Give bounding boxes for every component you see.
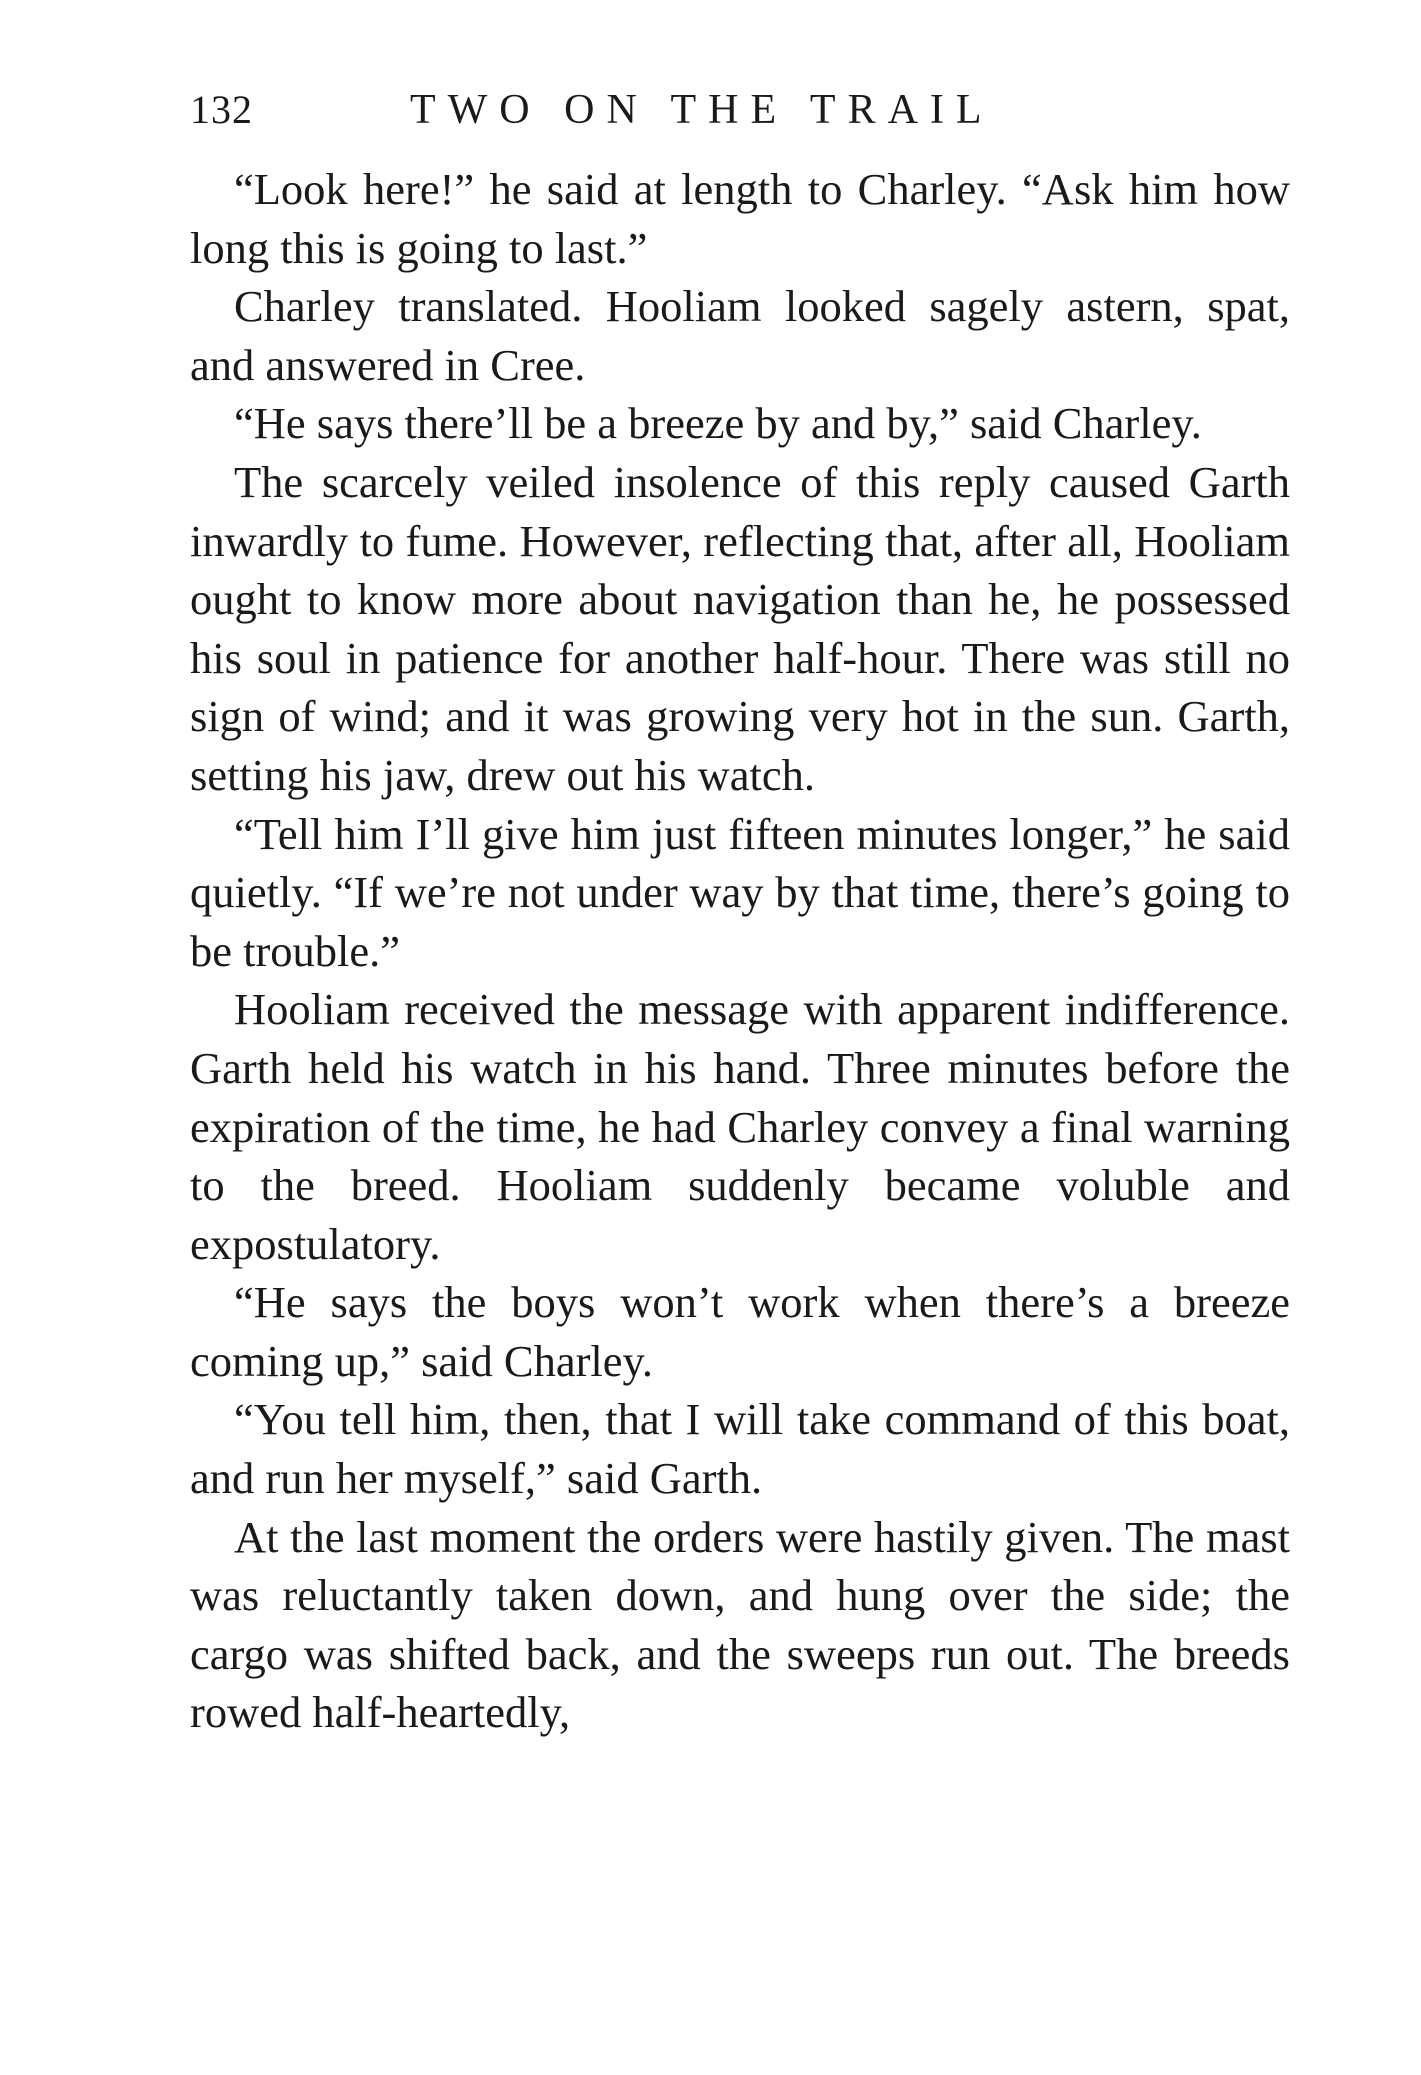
paragraph: “He says the boys won’t work when there’s a breeze coming up,” said Charley. <box>190 1277 1290 1386</box>
paragraph: Charley translated. Hooliam looked sagely astern, spat, and answered in Cree. <box>190 281 1290 390</box>
running-title: TWO ON THE TRAIL <box>410 87 994 133</box>
paragraph: The scarcely veiled insolence of this reply caused Garth inwardly to fume. However, reflecting that, after all, Hooliam ought to know more about navigation than he, he possessed his soul in patience for another half-hour. There was still no sign of wind; and it was growing very hot in the sun. Garth, setting his jaw, drew out his watch. <box>190 456 1290 800</box>
paragraph: “Look here!” he said at length to Charley. “Ask him how long this is going to last.” <box>190 164 1290 273</box>
paragraph: At the last moment the orders were hastily given. The mast was reluctantly taken down, and hung over the side; the cargo was shifted back, and the sweeps run out. The breeds rowed half-heartedly, <box>190 1511 1290 1738</box>
paragraph: “Tell him I’ll give him just fifteen minutes longer,” he said quietly. “If we’re not under way by that time, there’s going to be trouble.” <box>190 808 1290 976</box>
paragraph: “You tell him, then, that I will take command of this boat, and run her myself,” said Garth. <box>190 1394 1290 1504</box>
body-text <box>190 160 1290 1742</box>
paragraph: Hooliam received the message with apparent indifference. Garth held his watch in his hand. Three minutes before the expiration of the time, he had Charley convey a final warning to the breed. Hooliam suddenly became voluble and expostulatory. <box>190 984 1290 1269</box>
running-head <box>190 80 1290 140</box>
paragraph: “He says there’ll be a breeze by and by,” said Charley. <box>234 398 1202 449</box>
page-number: 132 <box>190 87 253 132</box>
